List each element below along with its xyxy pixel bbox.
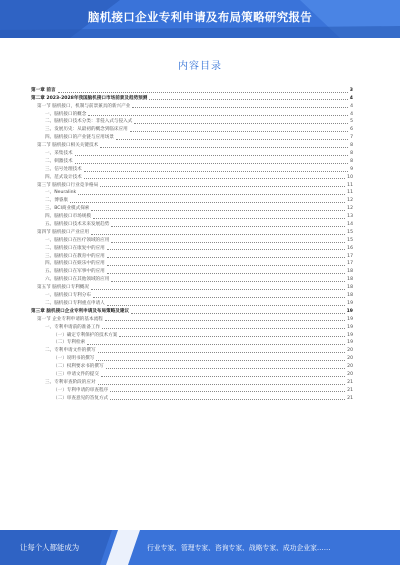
toc-dot-leader [93,218,345,219]
toc-entry[interactable] [31,118,353,126]
toc-entry[interactable] [31,228,353,236]
toc-entry[interactable] [31,307,353,315]
toc-entry-page-number: 17 [347,261,353,267]
toc-entry[interactable] [31,196,353,204]
toc-dot-leader [111,281,345,282]
toc-dot-leader [116,139,348,140]
toc-dot-leader [107,273,345,274]
toc-entry-page-number: 19 [347,332,353,338]
toc-dot-leader [107,257,345,258]
toc-entry-page-number: 17 [347,253,353,259]
toc-entry-title: 三、专利审查阶段的应对 [45,379,96,385]
toc-entry[interactable] [31,283,353,291]
toc-dot-leader [102,328,345,329]
toc-entry[interactable] [31,110,353,118]
toc-entry[interactable] [31,94,353,102]
toc-entry[interactable] [31,370,353,378]
toc-dot-leader [107,249,345,250]
footer-slogan: 让每个人都能成为 [20,543,80,552]
toc-dot-leader [91,289,345,290]
toc-entry-title: 五、脑机接口技术未来发展趋势 [45,222,110,228]
toc-entry-title: 二、博睿康 [45,198,68,204]
toc-dot-leader [149,99,347,100]
toc-dot-leader [93,297,345,298]
toc-entry[interactable] [31,244,353,252]
toc-dot-leader [87,344,345,345]
toc-entry-page-number: 4 [350,111,353,117]
toc-entry-title: 二、脑机接口专利重点申请人 [45,300,105,306]
toc-entry-page-number: 12 [347,206,353,212]
toc-entry-page-number: 5 [350,119,353,125]
toc-entry-page-number: 18 [347,269,353,275]
page-footer [0,530,400,565]
toc-dot-leader [111,226,345,227]
toc-entry[interactable] [31,331,353,339]
toc-dot-leader [98,352,346,353]
toc-dot-leader [84,171,348,172]
toc-entry-page-number: 21 [347,387,353,393]
toc-entry-title: 一、脑机接口专利分布 [45,293,91,299]
toc-entry-page-number: 15 [347,237,353,243]
toc-entry-page-number: 19 [347,324,353,330]
page-header [0,0,400,38]
toc-dot-leader [107,305,345,306]
toc-entry[interactable] [31,220,353,228]
toc-entry-title: 四、脑机接口市场规模 [45,214,91,220]
toc-dot-leader [130,131,348,132]
toc-entry-page-number: 20 [347,371,353,377]
toc-entry-page-number: 19 [346,308,353,314]
toc-dot-leader [100,186,345,187]
toc-dot-leader [101,376,345,377]
toc-entry-page-number: 3 [349,87,353,93]
toc-entry-title: （一）说明书的撰写 [53,356,95,362]
toc-entry-title: 一、采集技术 [45,151,73,157]
toc-dot-leader [88,115,348,116]
toc-entry-title: 二、脑机接口在康复中的应用 [45,245,105,251]
toc-entry[interactable] [31,86,353,94]
toc-dot-leader [107,265,345,266]
toc-dot-leader [110,391,345,392]
toc-entry[interactable] [31,189,353,197]
toc-entry-page-number: 16 [347,245,353,251]
toc-dot-leader [96,360,345,361]
toc-entry-page-number: 21 [347,395,353,401]
toc-dot-leader [78,194,345,195]
toc-entry-title: 四、范式设计技术 [45,174,82,180]
toc-dot-leader [134,123,348,124]
toc-entry-page-number: 4 [350,103,353,109]
toc-entry[interactable] [31,315,353,323]
toc-entry[interactable] [31,362,353,370]
toc-dot-leader [119,336,345,337]
toc-entry-title: 三、信号处理技术 [45,166,82,172]
toc-dot-leader [106,368,346,369]
toc-dot-leader [91,234,345,235]
toc-dot-leader [91,210,345,211]
toc-entry-page-number: 18 [347,277,353,283]
toc-entry[interactable] [31,204,353,212]
toc-entry-title: 第二章 2023-2028年我国脑机接口市场前景及趋势预测 [31,95,148,101]
toc-entry-title: 一、脑机接口的概念 [45,111,87,117]
toc-entry[interactable] [31,141,353,149]
toc-dot-leader [111,242,345,243]
toc-entry-page-number: 15 [347,229,353,235]
toc-entry[interactable] [31,133,353,141]
toc-entry-title: 四、脑机接口的产业链与应用场景 [45,135,114,141]
toc-entry-page-number: 19 [347,316,353,322]
toc-dot-leader [84,178,345,179]
toc-entry-title: 第一章 前言 [31,87,56,93]
toc-entry-page-number: 11 [347,182,353,188]
toc-entry-title: 一、专利申请前的准备工作 [45,324,101,330]
toc-entry-title: （二）权利要求书的撰写 [53,364,104,370]
toc-entry[interactable] [31,252,353,260]
toc-entry[interactable] [31,275,353,283]
toc-entry-title: 二、专利申请文件的撰写 [45,348,96,354]
toc-entry-page-number: 13 [347,214,353,220]
toc-entry-page-number: 4 [349,95,353,101]
toc-entry-title: 二、刺激技术 [45,158,73,164]
toc-entry[interactable] [31,260,353,268]
toc-entry-page-number: 8 [350,151,353,157]
toc-entry-title: 三、发展历史：从最初的概念到临床应用 [45,127,128,133]
toc-entry-title: 六、脑机接口在其他领域的应用 [45,277,110,283]
toc-entry-page-number: 19 [347,300,353,306]
toc-entry-title: 一、脑机接口在医疗领域的应用 [45,237,110,243]
toc-entry[interactable] [31,339,353,347]
toc-entry-title: 一、Neuralink [45,190,77,196]
toc-entry[interactable] [31,394,353,402]
toc-entry[interactable] [31,267,353,275]
table-of-contents [31,86,353,402]
footer-tagline: 行业专家、管理专家、咨询专家、战略专家、成功企业家…… [147,544,331,552]
toc-dot-leader [98,384,346,385]
toc-entry-title: 第三章 脑机接口企业专利申请及布局策略及建议 [31,308,130,314]
toc-entry-page-number: 7 [350,135,353,141]
toc-entry-page-number: 21 [347,379,353,385]
toc-entry-page-number: 12 [347,198,353,204]
toc-entry[interactable] [31,378,353,386]
toc-entry[interactable] [31,386,353,394]
toc-entry-title: 五、脑机接口在军事中的应用 [45,269,105,275]
toc-dot-leader [132,107,348,108]
toc-entry-page-number: 8 [350,143,353,149]
toc-entry-page-number: 18 [347,285,353,291]
toc-entry-title: 第一节 企业专利申请的基本流程 [37,316,103,322]
toc-entry-title: 第三节 脑机接口行业竞争格局 [37,182,99,188]
toc-entry[interactable] [31,346,353,354]
toc-entry-title: （一）专利申请的审查程序 [53,387,109,393]
toc-entry-title: 三、脑机接口在教育中的应用 [45,253,105,259]
header-title: 脑机接口企业专利申请及布局策略研究报告 [87,10,313,24]
toc-entry[interactable] [31,291,353,299]
toc-dot-leader [105,320,345,321]
toc-entry-title: （一）确定专利保护的技术方案 [53,332,118,338]
toc-entry-title: 二、脑机接口技术分类：非侵入式与侵入式 [45,119,133,125]
toc-entry-title: 第二节 脑机接口相关关键技术 [37,143,99,149]
toc-entry[interactable] [31,173,353,181]
toc-entry[interactable] [31,181,353,189]
toc-entry-page-number: 8 [350,158,353,164]
toc-entry-page-number: 19 [347,340,353,346]
toc-dot-leader [131,313,345,314]
toc-entry-page-number: 10 [347,174,353,180]
toc-entry[interactable] [31,354,353,362]
toc-entry-page-number: 20 [347,364,353,370]
toc-dot-leader [70,202,345,203]
toc-entry[interactable] [31,125,353,133]
toc-entry-title: 第一节 脑机接口，机制与前景兼具的新兴产业 [37,103,131,109]
toc-entry-title: （二）专利检索 [53,340,86,346]
toc-entry-title: （三）申请文件的提交 [53,371,99,377]
toc-entry[interactable] [31,299,353,307]
toc-entry-page-number: 14 [347,222,353,228]
toc-entry-title: 三、BCI商业模式探索 [45,206,90,212]
toc-entry-page-number: 9 [350,166,353,172]
toc-title: 内容目录 [178,61,222,72]
toc-entry-page-number: 20 [347,348,353,354]
toc-entry[interactable] [31,157,353,165]
toc-entry-page-number: 6 [350,127,353,133]
toc-entry-title: 四、脑机接口在娱乐中的应用 [45,261,105,267]
toc-entry-page-number: 20 [347,356,353,362]
toc-entry-title: 第五节 脑机接口专利概况 [37,285,89,291]
toc-dot-leader [100,147,348,148]
toc-entry[interactable] [31,323,353,331]
toc-dot-leader [58,92,348,93]
toc-entry[interactable] [31,149,353,157]
toc-entry-page-number: 11 [347,190,353,196]
toc-entry[interactable] [31,165,353,173]
toc-dot-leader [75,155,348,156]
toc-entry-title: 第四节 脑机接口产业应用 [37,229,89,235]
toc-entry[interactable] [31,102,353,110]
toc-entry[interactable] [31,212,353,220]
toc-dot-leader [110,399,345,400]
toc-entry-title: （二）审查意见的答复方式 [53,395,109,401]
toc-entry-page-number: 18 [347,293,353,299]
toc-dot-leader [75,163,348,164]
toc-entry[interactable] [31,236,353,244]
